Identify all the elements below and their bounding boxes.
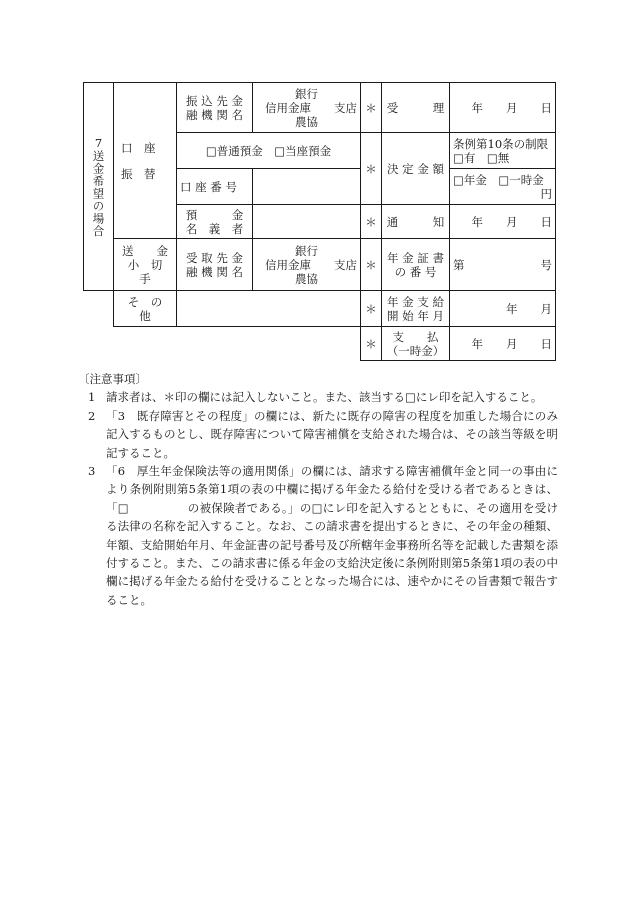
star-mark: ＊: [361, 327, 382, 361]
uketori-label-cell: 受 取 先 金 融 機 関 名: [177, 239, 253, 291]
shosho-number-field[interactable]: 第 号: [450, 239, 556, 291]
star-mark: ＊: [361, 239, 382, 291]
tsuchi-label: 通 知: [382, 205, 450, 239]
furikae-label: 振 替: [121, 166, 156, 181]
kettei-label: 決 定 金 額: [382, 133, 450, 205]
section-label-cell: [84, 83, 114, 291]
shiharai-date-field[interactable]: 年 月 日: [450, 327, 556, 361]
account-number-field[interactable]: [253, 169, 361, 205]
koza-furikae-cell: [114, 83, 177, 239]
furikomi-label-cell: 振 込 先 金 融 機 関 名: [177, 83, 253, 133]
nenkin-checkboxes[interactable]: □年金 □一時金: [453, 172, 544, 187]
star-mark: ＊: [361, 133, 382, 205]
notes-header: 〔注意事項〕: [78, 372, 147, 386]
kaishi-label: 年 金 支 給 開 始 年 月: [382, 291, 450, 327]
kaishi-date-field[interactable]: 年 月: [450, 291, 556, 327]
yen-label: 円: [540, 186, 552, 201]
other-field[interactable]: [177, 291, 361, 327]
note-item: 1 請求者は、＊印の欄には記入しないこと。また、該当する□にレ印を記入すること。: [88, 390, 543, 405]
deposit-holder-label: 預 金 名 義 者: [177, 205, 253, 239]
furikomi-bank-field[interactable]: 銀行 信用金庫 支店 農協: [253, 83, 361, 133]
koza-label: 口 座: [121, 140, 156, 155]
uketori-bank-field[interactable]: 銀行 信用金庫 支店 農協: [253, 239, 361, 291]
remittance-form-table: [83, 82, 556, 361]
note-item: 2 「3 既存障害とその程度」の欄には、新たに既存の障害の程度を加重した場合にのみ記入するものとし、既存障害について障害補償を支給された場合は、その該当等級を明記すること。: [88, 408, 558, 460]
blank-cell: [84, 291, 114, 327]
section-title: 送金希望の場合: [91, 149, 106, 238]
juri-date-field[interactable]: 年 月 日: [450, 83, 556, 133]
tsuchi-date-field[interactable]: 年 月 日: [450, 205, 556, 239]
account-number-label: 口 座 番 号: [177, 169, 253, 205]
note-item: 3 「6 厚生年金保険法等の適用関係」の欄には、請求する障害補償年金と同一の事由により条例附則第5条第1項の表の中欄に掲げる年金たる給付を受ける者であるときは、「□ の被保険者である。」の□にレ印を記入するとともに、その適用を受ける法律の名称を記入すること。なお、この請求書を提出するときに、その年金の種類、年額、支給開始年月、年金証書の記号番号及び所轄年金事務所名等を記載した書類を添付すること。また、この請求書に係る年金の支給決定後に条例附則第5条第1項の表の中欄に掲げる年金たる給付を受けることとなった場合には、速やかにその旨書類で報告すること。: [88, 464, 558, 607]
other-label: そ の 他: [114, 291, 177, 327]
jorei-text: 条例第10条の制限: [453, 136, 549, 151]
juri-label: 受 理: [382, 83, 450, 133]
section-number: 7: [94, 135, 103, 150]
blank-cell: [84, 327, 361, 361]
star-mark: ＊: [361, 205, 382, 239]
star-mark: ＊: [361, 83, 382, 133]
notes-section: [78, 370, 558, 609]
account-type-checkboxes[interactable]: □普通預金 □当座預金: [177, 133, 361, 169]
soukin-kogitte-label: 送 金 小 切 手: [114, 239, 177, 291]
amount-cell[interactable]: [450, 169, 556, 205]
shosho-label: 年 金 証 書 の 番 号: [382, 239, 450, 291]
deposit-holder-field[interactable]: [253, 205, 361, 239]
shiharai-label: 支 払 （一時金）: [382, 327, 450, 361]
umu-checkboxes[interactable]: □有 □無: [453, 150, 510, 165]
star-mark: ＊: [361, 291, 382, 327]
jorei-cell[interactable]: [450, 133, 556, 169]
